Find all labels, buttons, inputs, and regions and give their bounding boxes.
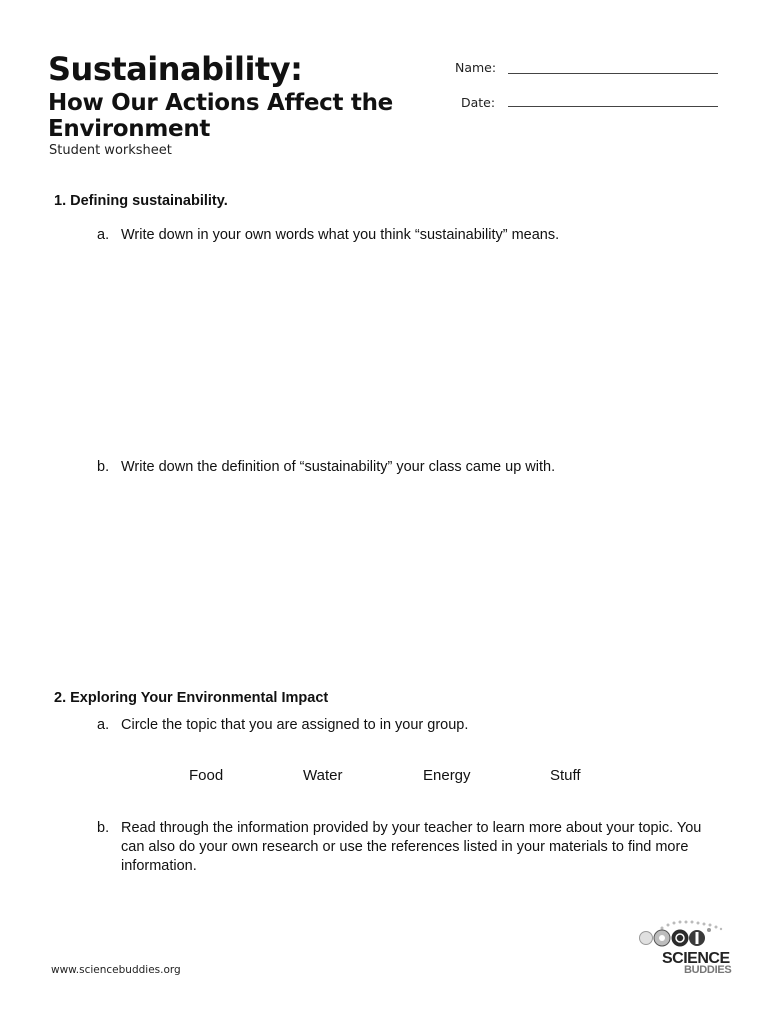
question-2a-label: a.	[97, 717, 110, 733]
worksheet-type: Student worksheet	[49, 143, 172, 158]
section-2-heading: 2. Exploring Your Environmental Impact	[54, 690, 329, 706]
answer-area-1a[interactable]	[121, 252, 721, 442]
question-1b-text: Write down the definition of “sustainability” your class came up with.	[121, 459, 556, 475]
name-line[interactable]	[508, 73, 718, 74]
worksheet-subtitle: How Our Actions Affect the Environment	[48, 90, 393, 142]
answer-area-1b[interactable]	[121, 484, 721, 674]
question-2b-label: b.	[97, 820, 110, 836]
question-1a-label: a.	[97, 227, 110, 243]
question-1a-text: Write down in your own words what you think “sustainability” means.	[121, 227, 560, 243]
topic-energy[interactable]: Energy	[423, 767, 471, 784]
question-2b-text: Read through the information provided by your teacher to learn more about your topic. You can also do your own research or use the references listed in your materials to find more information.	[121, 820, 702, 874]
question-1b-label: b.	[97, 459, 110, 475]
topic-stuff[interactable]: Stuff	[550, 767, 581, 784]
question-2a-text: Circle the topic that you are assigned to in your group.	[121, 717, 469, 733]
section-1-heading: 1. Defining sustainability.	[54, 193, 228, 209]
footer-url[interactable]: www.sciencebuddies.org	[51, 964, 181, 976]
topic-food[interactable]: Food	[189, 767, 224, 784]
topic-water[interactable]: Water	[303, 767, 343, 784]
logo-line-1: SCIENCE	[662, 950, 730, 967]
date-line[interactable]	[508, 106, 718, 107]
logo-line-2: BUDDIES	[684, 964, 732, 976]
science-buddies-logo	[632, 918, 732, 982]
date-label: Date:	[461, 95, 496, 110]
worksheet-title: Sustainability:	[48, 50, 303, 88]
name-label: Name:	[455, 60, 497, 75]
